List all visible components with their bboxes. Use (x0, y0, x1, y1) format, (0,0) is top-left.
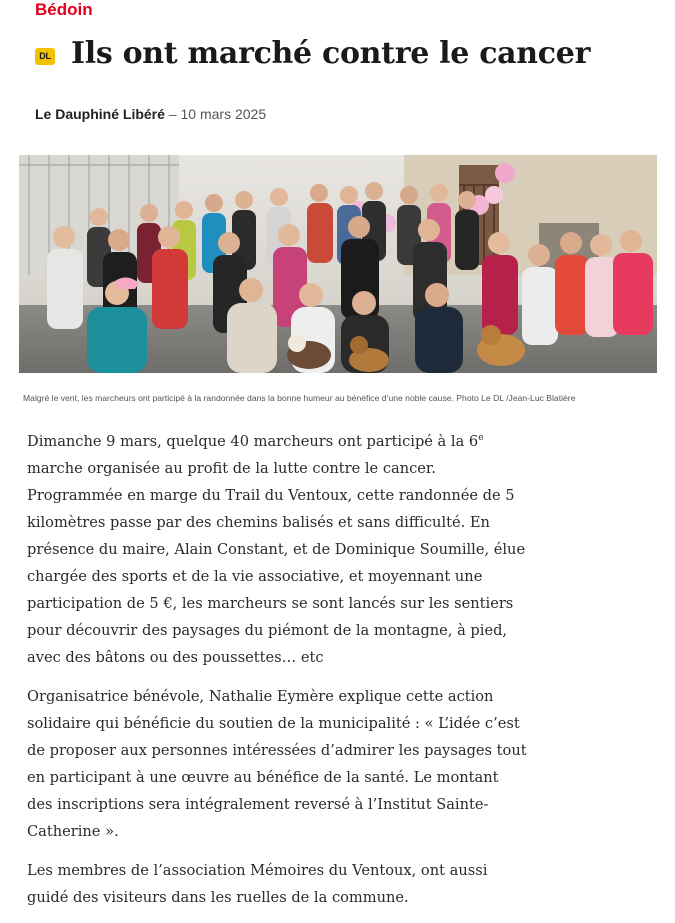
paragraph-1-lead: Dimanche 9 mars, quelque 40 marcheurs ont participé à la 6 (27, 433, 479, 450)
byline-source: Le Dauphiné Libéré (35, 106, 165, 122)
paragraph-1-rest: marche organisée au profit de la lutte contre le cancer. Programmée en marge du Trail du Ventoux, cette randonnée de 5 kilomètres passe par des chemins balisés et sans difficulté. En présence du maire, Alain Constant, et de Dominique Soumille, élue chargée des sports et de la vie associative, et moyennant une participation de 5 €, les marcheurs se sont lancés sur les sentiers pour découvrir des paysages du piémont de la montagne, à pied, avec des bâtons ou des poussettes… etc (27, 460, 526, 666)
paragraph-1 (27, 428, 527, 671)
dl-badge-icon (35, 48, 55, 65)
byline (35, 105, 266, 123)
paragraph-3: Les membres de l’association Mémoires du Ventoux, ont aussi guidé des visiteurs dans les ruelles de la commune. (27, 862, 488, 906)
article-photo[interactable] (19, 155, 657, 373)
article-title: Ils ont marché contre le cancer (71, 36, 591, 71)
byline-separator: – (164, 106, 181, 122)
paragraph-2: Organisatrice bénévole, Nathalie Eymère explique cette action solidaire qui bénéficie du soutien de la municipalité : « L’idée c’est de proposer aux personnes intéressées d’admirer les paysages tout en participant à une œuvre au bénéfice de la santé. Le montant des inscriptions sera intégralement reversé à l’Institut Sainte-Catherine ». (27, 688, 527, 840)
photo-caption: Malgré le vent, les marcheurs ont participé à la randonnée dans la bonne humeur au bénéfice d’une noble cause. Photo Le DL /Jean-Luc Blatière (23, 393, 576, 403)
section-kicker[interactable]: Bédoin (35, 0, 93, 19)
ordinal-superscript: e (478, 433, 484, 444)
byline-date: 10 mars 2025 (180, 106, 267, 122)
dl-badge-label: DL (39, 51, 51, 61)
headline-row (35, 34, 590, 74)
group-photo-illustration (19, 155, 657, 373)
article-body (27, 428, 527, 923)
